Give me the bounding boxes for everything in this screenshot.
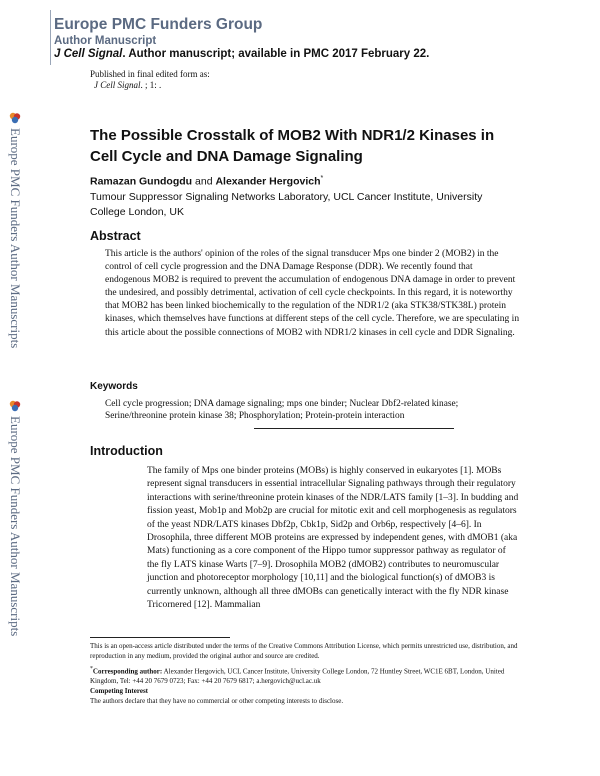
- affiliation: Tumour Suppressor Signaling Networks Laboratory, UCL Cancer Institute, University College London, UK: [90, 191, 483, 218]
- side-watermark-bottom: [4, 400, 26, 636]
- competing-interest-text: The authors declare that they have no commercial or other competing interests to disclose.: [90, 697, 344, 705]
- competing-interest-heading: Competing Interest: [90, 687, 149, 695]
- abstract-heading: Abstract: [90, 229, 141, 243]
- author-joiner: and: [192, 175, 216, 188]
- author-list: [90, 175, 323, 188]
- publication-citation: [94, 80, 161, 90]
- license-footnote: This is an open-access article distributed under the terms of the Creative Commons Attribution License, which permits unrestricted use, distribution, and reproduction in any medium, provided the original author and source are credited.: [90, 642, 518, 660]
- header-divider: [50, 10, 51, 65]
- abstract-text: This article is the authors' opinion of the roles of the signal transducer Mps one binder 2 (MOB2) in the control of cell cycle progression and the DNA Damage Response (DDR). We recently found that endogenous MOB2 is required to prevent the accumulation of endogenous DNA damage in order to prevent the undesired, and possibly detrimental, activation of cell cycle checkpoints. In this regard, it is noteworthy that MOB2 has been linked biochemically to the regulation of the NDR1/2 (aka STK38/STK38L) protein kinases, which themselves have functions at different steps of the cell cycle. Therefore, we are speculating in this article about the possible connections of MOB2 with NDR1/2 kinases in cell cycle and DDR Signaling.: [105, 249, 520, 338]
- corresponding-label: Corresponding author:: [92, 667, 163, 676]
- introduction-heading: Introduction: [90, 444, 163, 458]
- side-watermark-top: [4, 112, 26, 348]
- keywords-divider: [254, 428, 454, 429]
- side-watermark-text: Europe PMC Funders Author Manuscripts: [8, 416, 23, 637]
- introduction-text: The family of Mps one binder proteins (MOBs) is highly conserved in eukaryotes [1]. MOBs represent signal transducers in essential intracellular Signaling pathways through their regulatory interactions with serine/threonine protein kinases of the NDR/LATS family [1–3]. In budding and fission yeast, Mob1p and Mob2p are crucial for mitotic exit and cell morphogenesis as regulators of the yeast NDR/LATS kinases Dbf2p, Cbk1p, Sid2p and Orb6p, respectively [4–6]. In Drosophila, three different MOB proteins are expressed by independent genes, with dMOB1 (aka Mats) functioning as a core component of the Hippo tumor suppressor pathway as regulator of the fly LATS kinase Warts [7–9]. Drosophila MOB2 (dMOB2) contributes to neuromuscular junction and photoreceptor morphology [10,11] and the biological function(s) of dMOB3 is currently unknown, although all three dMOBs can genetically interact with the fly NDR kinase Tricornered [12]. Mammalian: [147, 466, 519, 611]
- corresponding-author-footnote: [90, 665, 520, 686]
- author-name: Alexander Hergovich: [215, 175, 321, 188]
- keywords-text: Cell cycle progression; DNA damage signaling; mps one binder; Nuclear Dbf2-related kinase; Serine/threonine protein kinase 38; Phosphorylation; Protein-protein interaction: [105, 399, 459, 422]
- author-manuscript-label: Author Manuscript: [54, 35, 157, 47]
- journal-name: J Cell Signal: [54, 48, 123, 60]
- europe-pmc-logo-icon: [9, 400, 21, 412]
- europe-pmc-logo-icon: [9, 112, 21, 124]
- author-name: Ramazan Gundogdu: [90, 175, 193, 188]
- published-label: Published in final edited form as:: [90, 69, 210, 79]
- article-title: The Possible Crosstalk of MOB2 With NDR1/2 Kinases in Cell Cycle and DNA Damage Signaling: [90, 127, 495, 165]
- citation-journal: J Cell Signal: [94, 80, 141, 90]
- availability-text: . Author manuscript; available in PMC 2017 February 22.: [122, 48, 430, 60]
- corresponding-mark: *: [90, 666, 93, 672]
- citation-rest: . ; 1: .: [140, 80, 162, 90]
- footnote-divider: [90, 637, 230, 638]
- funders-group-title: Europe PMC Funders Group: [54, 16, 263, 33]
- journal-availability-line: [54, 48, 429, 60]
- corresponding-mark: *: [320, 175, 324, 182]
- keywords-heading: Keywords: [90, 381, 138, 392]
- corresponding-details: Alexander Hergovich, UCL Cancer Institute, University College London, 72 Huntley Street, WC1E 6BT, London, United Kingdom, Tel: +44 20 7679 0723; Fax: +44 20 7679 6817; a.hergovich@ucl.ac.uk: [90, 667, 505, 685]
- side-watermark-text: Europe PMC Funders Author Manuscripts: [8, 128, 23, 349]
